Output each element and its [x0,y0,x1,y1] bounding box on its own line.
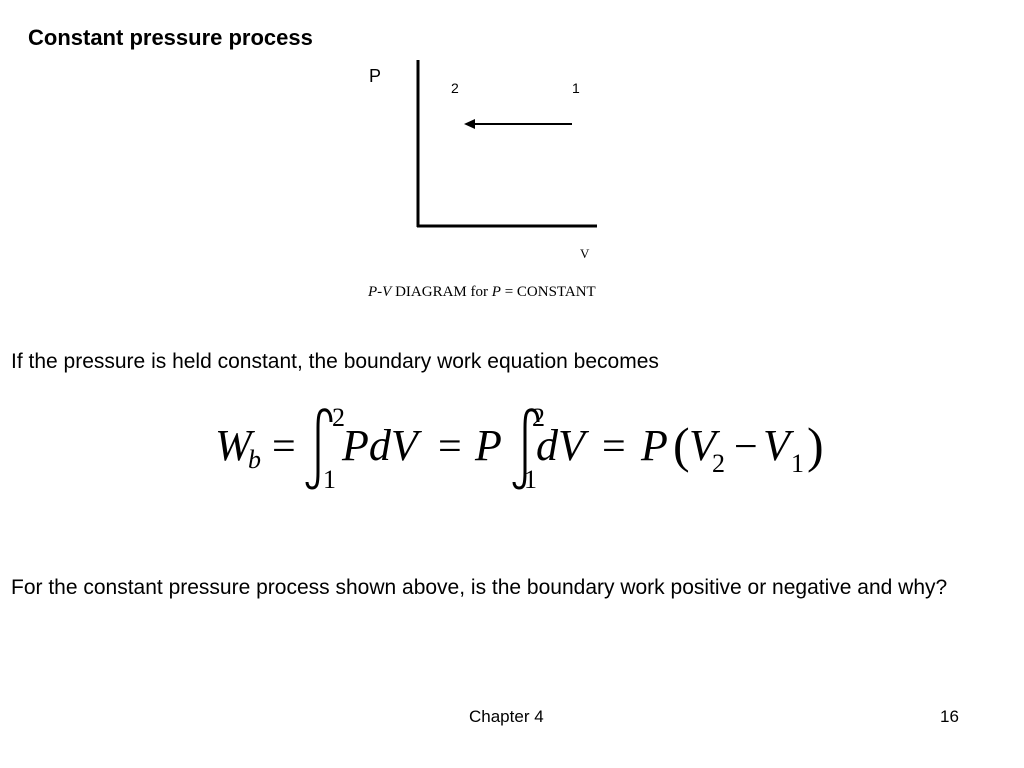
eq-integrand-dv: dV [536,421,585,470]
eq-minus: − [734,424,758,470]
caption-variable-p: P [368,284,378,300]
slide-title: Constant pressure process [28,25,313,50]
state-1-label: 1 [572,80,580,96]
footer-chapter: Chapter 4 [469,707,544,726]
y-axis-label: P [369,66,382,86]
eq-factor-p: P [475,421,502,470]
eq-v1-subscript: 1 [791,449,804,478]
pv-diagram-graphic [360,55,620,270]
footer-page-number: 16 [940,707,959,726]
eq-int1-lower: 1 [323,465,336,494]
diagram-caption [368,284,596,301]
process-arrow-head [464,119,475,129]
caption-text: DIAGRAM for [391,284,492,300]
eq-v2: V [689,421,716,470]
eq-v1: V [763,421,790,470]
eq-equals-2: = [438,424,462,470]
eq-v2-subscript: 2 [712,449,725,478]
eq-paren-close: ) [807,417,824,473]
eq-lhs-w: W [215,421,252,470]
caption-variable-v: V [382,284,392,300]
x-axis-label: V [580,246,590,261]
eq-integrand-pdv: PdV [342,421,418,470]
paragraph-boundary-work: If the pressure is held constant, the boundary work equation becomes [11,350,659,373]
eq-lhs-subscript-b: b [248,445,261,474]
eq-equals-3: = [602,424,626,470]
caption-variable-p2: P [491,284,501,300]
eq-equals-1: = [272,424,296,470]
eq-rhs-p: P [641,421,668,470]
caption-equals: = CONSTANT [500,284,596,300]
boundary-work-equation [215,398,835,498]
eq-int2-upper: 2 [532,403,545,432]
caption-dash: - [377,284,383,300]
question-paragraph: For the constant pressure process shown above, is the boundary work positive or negative and why? [11,576,948,599]
eq-int2-lower: 1 [524,465,537,494]
state-2-label: 2 [451,80,459,96]
pv-diagram [360,55,620,270]
eq-paren-open: ( [673,417,690,473]
eq-int1-upper: 2 [332,403,345,432]
